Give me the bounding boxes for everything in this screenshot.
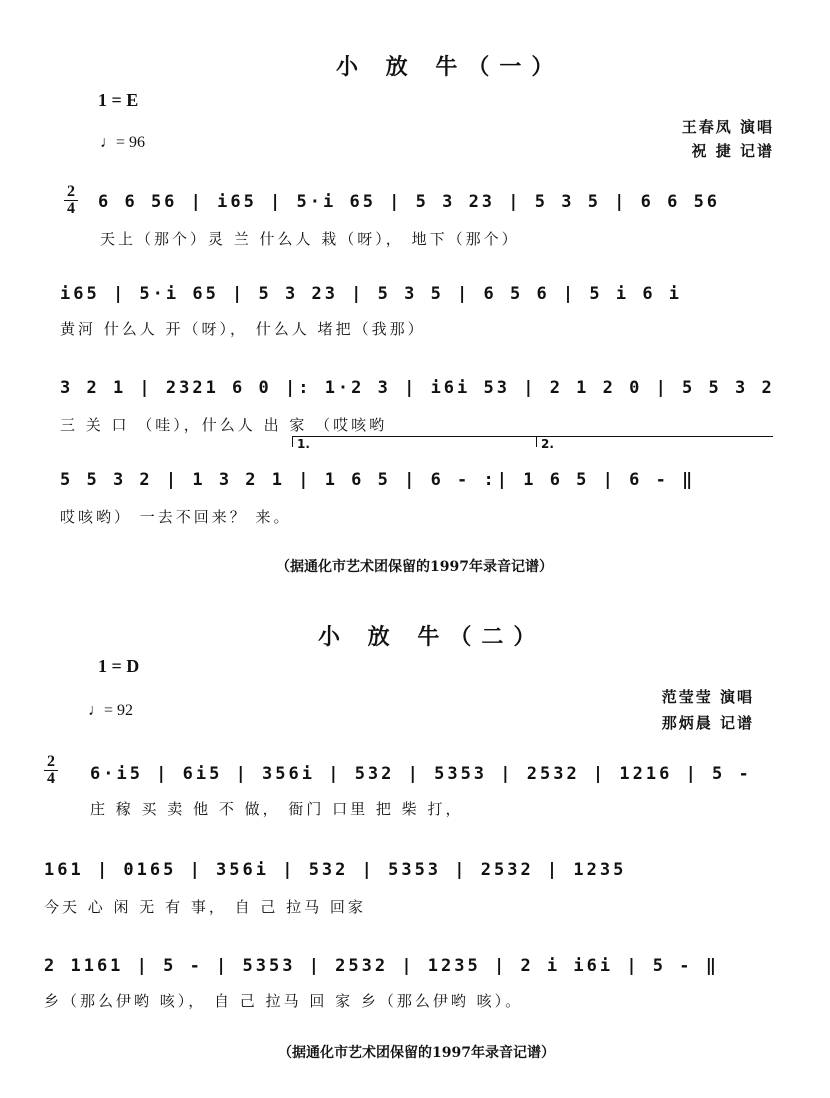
song2-notes-line-1: 6·i5 | 6i5 | 356i | 532 | 5353 | 2532 | 1216 | 5 -: [90, 764, 752, 784]
song1-volta-2: 2.: [536, 436, 773, 447]
song1-lyrics-line-4: 哎咳哟） 一去不回来？ 来。: [60, 508, 292, 526]
song2-notes-line-2: 161 | 0165 | 356i | 532 | 5353 | 2532 | 1235: [44, 860, 627, 880]
song1-volta-1: 1.: [292, 436, 537, 447]
song2-lyrics-line-2: 今天 心 闲 无 有 事， 自 己 拉马 回家: [44, 898, 366, 916]
song1-time-signature: [64, 184, 78, 217]
song2-title: 小 放 牛（二）: [318, 624, 546, 650]
song1-notes-line-1: 6 6 56 | i65 | 5·i 65 | 5 3 23 | 5 3 5 | 6 6 56: [98, 192, 721, 212]
song2-tempo: ♩= 92: [88, 702, 134, 719]
song1-singer: 王春凤 演唱: [681, 118, 774, 136]
song2-singer: 范莹莹 演唱: [661, 688, 754, 706]
song1-notes-line-4: 5 5 3 2 | 1 3 2 1 | 1 6 5 | 6 - :| 1 6 5 | 6 - ‖: [60, 470, 696, 490]
song2-lyrics-line-1: 庄 稼 买 卖 他 不 做， 衙门 口里 把 柴 打，: [90, 800, 464, 818]
time-sig-top: 2: [47, 753, 55, 770]
song1-notes-line-2: i65 | 5·i 65 | 5 3 23 | 5 3 5 | 6 5 6 | 5 i 6 i: [60, 284, 683, 304]
song1-lyrics-line-3: 三 关 口 （哇），什么人 出 家 （哎咳哟: [60, 416, 388, 434]
time-sig-bottom: 4: [47, 770, 55, 787]
song2-key: 1 = D: [98, 656, 140, 676]
song1-transcriber: 祝 捷 记谱: [691, 142, 774, 160]
song2-notes-line-3: 2 1161 | 5 - | 5353 | 2532 | 1235 | 2 i i6i | 5 - ‖: [44, 956, 719, 976]
time-sig-bottom: 4: [67, 200, 75, 217]
song2-transcriber: 那炳晨 记谱: [661, 714, 754, 732]
song1-notes-line-3: 3 2 1 | 2321 6 0 |: 1·2 3 | i6i 53 | 2 1 2 0 | 5 5 3 2: [60, 378, 775, 398]
song1-footnote: （据通化市艺术团保留的1997年录音记谱）: [276, 559, 553, 575]
song1-tempo: ♩= 96: [100, 134, 146, 151]
song1-key: 1 = E: [98, 90, 139, 110]
song1-lyrics-line-2: 黄河 什么人 开（呀）， 什么人 堵把（我那）: [60, 320, 426, 338]
song2-footnote: （据通化市艺术团保留的1997年录音记谱）: [278, 1045, 555, 1061]
song1-lyrics-line-1: 天上（那个）灵 兰 什么人 栽（呀）， 地下（那个）: [100, 230, 520, 248]
time-sig-top: 2: [67, 183, 75, 200]
song1-title: 小 放 牛（一）: [336, 54, 564, 80]
song2-lyrics-line-3: 乡（那么伊哟 咳）， 自 己 拉马 回 家 乡（那么伊哟 咳）。: [44, 992, 524, 1010]
song2-time-signature: [44, 754, 58, 787]
